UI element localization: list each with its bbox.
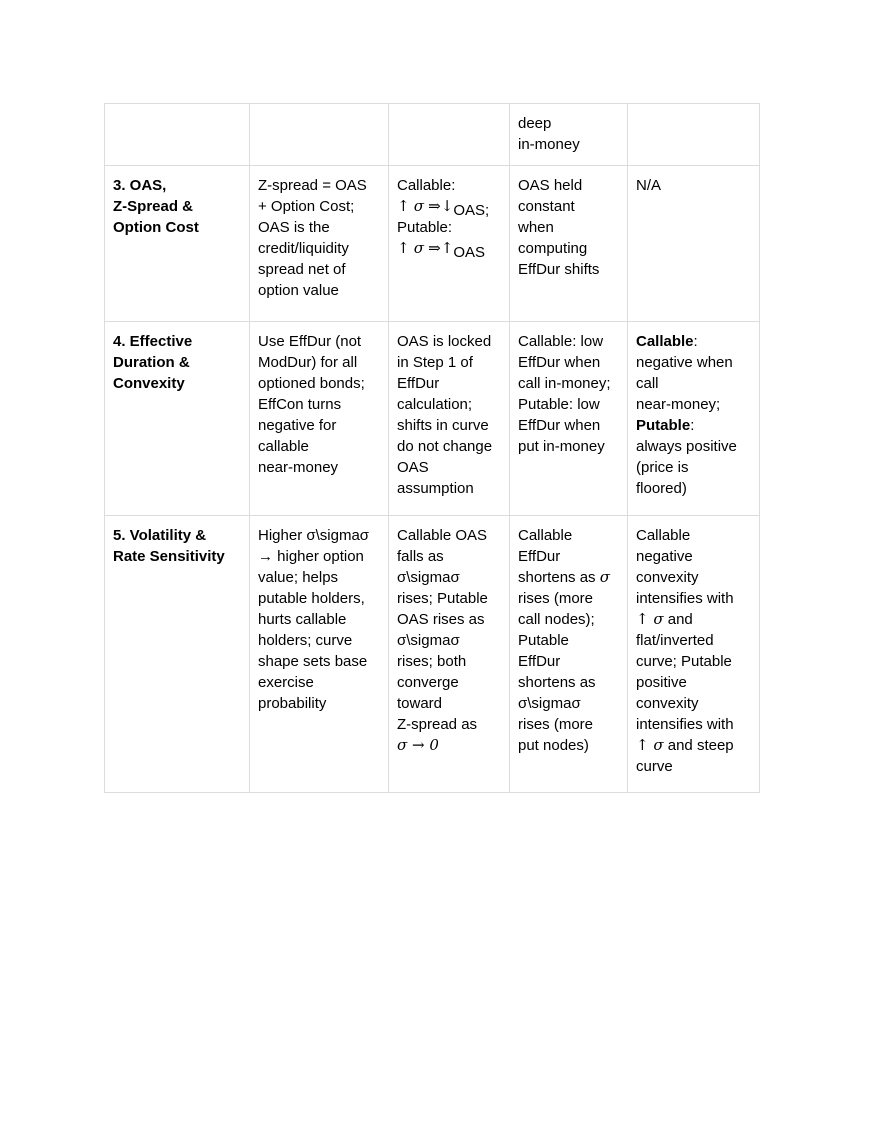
cell-line: spread net of: [258, 261, 346, 278]
shortens-text: shortens as: [518, 569, 596, 586]
cell-line: deep: [518, 115, 552, 132]
cell-line: Higher σ\sigmaσ: [258, 527, 370, 544]
cell-line: EffDur: [518, 548, 561, 565]
cell-line: Use EffDur (not: [258, 333, 362, 350]
row-header-line: 3. OAS,: [113, 177, 167, 194]
row-header-line: Option Cost: [113, 219, 199, 236]
cell-line: option value: [258, 282, 339, 299]
cell-line: OAS is locked: [397, 333, 492, 350]
cell-line: Z-spread = OAS: [258, 177, 367, 194]
cell-line: call in-money;: [518, 375, 611, 392]
cell-line: exercise: [258, 674, 314, 691]
table-cell: [389, 322, 510, 516]
cell-line: convexity: [636, 569, 699, 586]
sigma-up-symbol: ↑ σ: [636, 736, 664, 754]
cell-line: intensifies with: [636, 716, 734, 733]
cell-line: EffDur when: [518, 354, 601, 371]
cell-line: in-money: [518, 136, 580, 153]
table-cell: [250, 166, 389, 322]
cell-line: curve: [636, 758, 673, 775]
cell-line: Callable OAS: [397, 527, 488, 544]
cell-line: N/A: [636, 177, 662, 194]
row-header-line: 4. Effective: [113, 333, 193, 350]
cell-line: shortens as: [518, 674, 596, 691]
cell-line: EffDur: [518, 653, 561, 670]
cell-line: put in-money: [518, 438, 605, 455]
up-arrow-icon: ↑: [397, 197, 410, 215]
cell-line: Callable: [518, 527, 573, 544]
math-line: σ → 0: [397, 736, 439, 754]
cell-line: Putable:: [397, 219, 453, 236]
table-cell: [250, 516, 389, 793]
table-cell: [510, 516, 628, 793]
cell-line: always positive: [636, 438, 737, 455]
table-cell: [510, 322, 628, 516]
table-cell: [628, 516, 760, 793]
cell-line: rises; Putable: [397, 590, 488, 607]
table-cell: [105, 104, 250, 166]
cell-line: call nodes);: [518, 611, 595, 628]
cell-line: negative when: [636, 354, 733, 371]
cell-line: put nodes): [518, 737, 589, 754]
up-arrow-icon: ↑: [397, 239, 410, 257]
cell-line: convexity: [636, 695, 699, 712]
row-header-line: Z-Spread &: [113, 198, 194, 215]
cell-line: converge: [397, 674, 459, 691]
cell-line: [636, 735, 751, 756]
cell-line: assumption: [397, 480, 474, 497]
cell-line: credit/liquidity: [258, 240, 349, 257]
cell-line: ModDur) for all: [258, 354, 358, 371]
cell-line: (price is: [636, 459, 689, 476]
table-cell: [628, 104, 760, 166]
cell-line: negative for: [258, 417, 337, 434]
cell-line: rises (more: [518, 716, 594, 733]
table-cell: [510, 166, 628, 322]
row-header-cell: [105, 166, 250, 322]
cell-line: [518, 567, 619, 588]
cell-line: optioned bonds;: [258, 375, 365, 392]
cell-line: Callable: low: [518, 333, 604, 350]
cell-line: [636, 331, 751, 352]
cell-line: when: [518, 219, 554, 236]
row-header-line: Rate Sensitivity: [113, 548, 225, 565]
math-line: [397, 196, 501, 217]
cell-line: EffDur shifts: [518, 261, 600, 278]
cell-line: hurts callable: [258, 611, 347, 628]
row-header-cell: [105, 322, 250, 516]
cell-line: holders; curve: [258, 632, 353, 649]
sigma-symbol: σ: [413, 197, 424, 215]
cell-line: near-money: [258, 459, 339, 476]
cell-line: Callable:: [397, 177, 456, 194]
cell-line: do not change: [397, 438, 493, 455]
cell-line: positive: [636, 674, 687, 691]
row-header-line: Convexity: [113, 375, 185, 392]
putable-label: Putable: [636, 417, 691, 434]
table-cell: [628, 166, 760, 322]
cell-line: floored): [636, 480, 687, 497]
label-colon: :: [690, 417, 695, 434]
cell-line: OAS rises as: [397, 611, 485, 628]
cell-line: + Option Cost;: [258, 198, 355, 215]
math-line: [397, 238, 501, 259]
cell-line: [636, 415, 751, 436]
math-subscript: OAS: [453, 244, 485, 261]
cell-line: Z-spread as: [397, 716, 478, 733]
label-colon: :: [693, 333, 698, 350]
table-row: [105, 322, 760, 516]
cell-line: near-money;: [636, 396, 721, 413]
cell-line: putable holders,: [258, 590, 365, 607]
cell-line: intensifies with: [636, 590, 734, 607]
row-header-line: 5. Volatility &: [113, 527, 207, 544]
implies-arrow: ⇒↑: [428, 239, 454, 257]
table-cell: [250, 104, 389, 166]
cell-line: toward: [397, 695, 443, 712]
table-row: [105, 104, 760, 166]
table-cell: [389, 166, 510, 322]
cell-line: σ\sigmaσ: [397, 569, 460, 586]
math-subscript: OAS;: [453, 202, 490, 219]
cell-line: Callable: [636, 527, 691, 544]
cell-line: curve; Putable: [636, 653, 732, 670]
cell-line: shifts in curve: [397, 417, 489, 434]
sigma-symbol: σ: [599, 568, 610, 586]
table-cell: [389, 104, 510, 166]
cell-line: negative: [636, 548, 693, 565]
cell-line: in Step 1 of: [397, 354, 473, 371]
cell-line: constant: [518, 198, 575, 215]
cell-line: σ\sigmaσ: [518, 695, 581, 712]
cell-line: probability: [258, 695, 327, 712]
cell-line: → higher option: [258, 548, 364, 565]
cell-line: value; helps: [258, 569, 339, 586]
cell-line: shape sets base: [258, 653, 368, 670]
row-header-cell: [105, 516, 250, 793]
cell-line: Putable: [518, 632, 569, 649]
cell-line: [636, 609, 751, 630]
cell-line: callable: [258, 438, 309, 455]
steep-text: and steep: [667, 737, 734, 754]
and-text: and: [667, 611, 693, 628]
cell-line: flat/inverted: [636, 632, 714, 649]
sigma-up-symbol: ↑ σ: [636, 610, 664, 628]
cell-line: call: [636, 375, 659, 392]
cell-line: computing: [518, 240, 588, 257]
comparison-table: [104, 103, 760, 793]
row-header-line: Duration &: [113, 354, 190, 371]
cell-line: OAS is the: [258, 219, 330, 236]
table-cell: [250, 322, 389, 516]
cell-line: OAS held: [518, 177, 583, 194]
table-row: [105, 516, 760, 793]
cell-line: EffDur: [397, 375, 440, 392]
cell-line: EffCon turns: [258, 396, 342, 413]
implies-arrow: ⇒↓: [428, 197, 454, 215]
cell-line: OAS: [397, 459, 429, 476]
cell-line: falls as: [397, 548, 444, 565]
cell-line: σ\sigmaσ: [397, 632, 460, 649]
table-cell: [389, 516, 510, 793]
table-row: [105, 166, 760, 322]
cell-line: calculation;: [397, 396, 473, 413]
sigma-symbol: σ: [413, 239, 424, 257]
table-cell: [510, 104, 628, 166]
table-cell: [628, 322, 760, 516]
callable-label: Callable: [636, 333, 694, 350]
cell-line: rises; both: [397, 653, 467, 670]
cell-line: Putable: low: [518, 396, 600, 413]
cell-line: EffDur when: [518, 417, 601, 434]
cell-line: rises (more: [518, 590, 594, 607]
